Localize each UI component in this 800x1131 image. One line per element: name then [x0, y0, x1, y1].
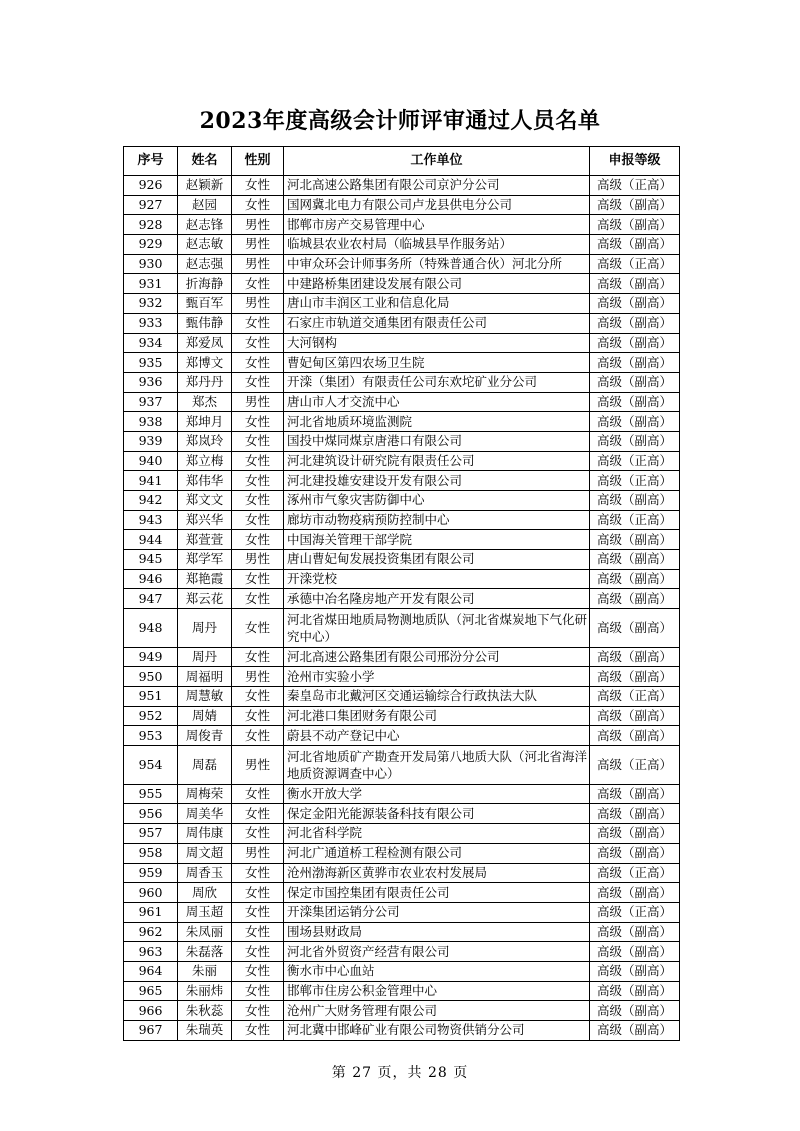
cell-level: 高级（副高） [590, 392, 680, 412]
cell-name: 周欣 [178, 883, 232, 903]
cell-name: 周丹 [178, 609, 232, 648]
table-row [124, 647, 680, 667]
cell-work-unit: 沧州渤海新区黄骅市农业农村发展局 [284, 863, 590, 883]
table-row [124, 235, 680, 255]
cell-work-unit: 邯郸市房产交易管理中心 [284, 215, 590, 235]
cell-work-unit: 开滦（集团）有限责任公司东欢坨矿业分公司 [284, 372, 590, 392]
cell-level: 高级（副高） [590, 530, 680, 550]
cell-work-unit: 承德中冶名隆房地产开发有限公司 [284, 589, 590, 609]
page-title: 2023年度高级会计师评审通过人员名单 [199, 108, 601, 134]
cell-index: 966 [124, 1001, 178, 1021]
cell-work-unit: 河北省地质矿产勘查开发局第八地质大队（河北省海洋地质资源调查中心） [284, 746, 590, 785]
cell-name: 赵志强 [178, 254, 232, 274]
table-row [124, 176, 680, 196]
table-row [124, 550, 680, 570]
cell-index: 956 [124, 804, 178, 824]
cell-index: 965 [124, 981, 178, 1001]
cell-level: 高级（副高） [590, 313, 680, 333]
cell-index: 936 [124, 372, 178, 392]
cell-work-unit: 唐山曹妃甸发展投资集团有限公司 [284, 550, 590, 570]
table-row [124, 451, 680, 471]
cell-name: 周婧 [178, 706, 232, 726]
cell-name: 周丹 [178, 647, 232, 667]
cell-level: 高级（副高） [590, 569, 680, 589]
cell-work-unit: 河北建筑设计研究院有限责任公司 [284, 451, 590, 471]
cell-gender: 女性 [232, 589, 284, 609]
cell-gender: 男性 [232, 254, 284, 274]
cell-index: 933 [124, 313, 178, 333]
page-footer: 第 27 页，共 28 页 [331, 1065, 469, 1081]
cell-index: 957 [124, 824, 178, 844]
cell-work-unit: 沧州市实验小学 [284, 667, 590, 687]
cell-work-unit: 唐山市人才交流中心 [284, 392, 590, 412]
cell-name: 郑艳霞 [178, 569, 232, 589]
cell-index: 931 [124, 274, 178, 294]
cell-name: 郑坤月 [178, 412, 232, 432]
cell-name: 朱凤丽 [178, 922, 232, 942]
cell-index: 949 [124, 647, 178, 667]
cell-index: 945 [124, 550, 178, 570]
cell-index: 927 [124, 195, 178, 215]
cell-work-unit: 曹妃甸区第四农场卫生院 [284, 353, 590, 373]
cell-level: 高级（副高） [590, 274, 680, 294]
cell-work-unit: 河北建投雄安建设开发有限公司 [284, 471, 590, 491]
cell-index: 934 [124, 333, 178, 353]
cell-work-unit: 衡水市中心血站 [284, 961, 590, 981]
cell-gender: 女性 [232, 195, 284, 215]
cell-work-unit: 涿州市气象灾害防御中心 [284, 491, 590, 511]
cell-level: 高级（副高） [590, 550, 680, 570]
table-row [124, 981, 680, 1001]
table-row [124, 1021, 680, 1041]
cell-work-unit: 河北广通道桥工程检测有限公司 [284, 843, 590, 863]
cell-index: 958 [124, 843, 178, 863]
cell-level: 高级（正高） [590, 254, 680, 274]
cell-work-unit: 河北省外贸资产经营有限公司 [284, 942, 590, 962]
cell-level: 高级（副高） [590, 195, 680, 215]
cell-name: 朱丽炜 [178, 981, 232, 1001]
cell-index: 935 [124, 353, 178, 373]
table-row [124, 491, 680, 511]
cell-level: 高级（副高） [590, 431, 680, 451]
cell-index: 967 [124, 1021, 178, 1041]
table-row [124, 274, 680, 294]
cell-gender: 女性 [232, 313, 284, 333]
cell-work-unit: 河北高速公路集团有限公司京沪分公司 [284, 176, 590, 196]
cell-gender: 男性 [232, 550, 284, 570]
cell-name: 周香玉 [178, 863, 232, 883]
cell-gender: 女性 [232, 706, 284, 726]
table-row [124, 902, 680, 922]
cell-work-unit: 国网冀北电力有限公司卢龙县供电分公司 [284, 195, 590, 215]
cell-index: 960 [124, 883, 178, 903]
cell-gender: 女性 [232, 353, 284, 373]
cell-name: 郑博文 [178, 353, 232, 373]
cell-gender: 男性 [232, 843, 284, 863]
cell-name: 甄百军 [178, 294, 232, 314]
cell-gender: 女性 [232, 883, 284, 903]
table-row [124, 824, 680, 844]
cell-gender: 女性 [232, 274, 284, 294]
cell-gender: 女性 [232, 961, 284, 981]
cell-name: 郑学军 [178, 550, 232, 570]
cell-work-unit: 开滦党校 [284, 569, 590, 589]
personnel-table [123, 146, 680, 1041]
cell-gender: 女性 [232, 333, 284, 353]
cell-name: 郑爱凤 [178, 333, 232, 353]
column-header-name: 姓名 [178, 147, 232, 176]
cell-level: 高级（副高） [590, 1021, 680, 1041]
cell-level: 高级（正高） [590, 471, 680, 491]
table-row [124, 530, 680, 550]
table-row [124, 313, 680, 333]
cell-gender: 女性 [232, 530, 284, 550]
cell-name: 郑岚玲 [178, 431, 232, 451]
cell-index: 940 [124, 451, 178, 471]
cell-name: 周美华 [178, 804, 232, 824]
table-row [124, 942, 680, 962]
cell-name: 赵志敏 [178, 235, 232, 255]
cell-index: 944 [124, 530, 178, 550]
cell-name: 郑丹丹 [178, 372, 232, 392]
cell-work-unit: 围场县财政局 [284, 922, 590, 942]
cell-level: 高级（正高） [590, 746, 680, 785]
cell-work-unit: 石家庄市轨道交通集团有限责任公司 [284, 313, 590, 333]
cell-level: 高级（副高） [590, 412, 680, 432]
cell-name: 朱磊落 [178, 942, 232, 962]
table-row [124, 510, 680, 530]
cell-index: 932 [124, 294, 178, 314]
cell-level: 高级（副高） [590, 333, 680, 353]
table-row [124, 667, 680, 687]
cell-level: 高级（副高） [590, 706, 680, 726]
cell-level: 高级（正高） [590, 451, 680, 471]
cell-index: 963 [124, 942, 178, 962]
cell-index: 947 [124, 589, 178, 609]
cell-gender: 女性 [232, 804, 284, 824]
cell-name: 朱秋蕊 [178, 1001, 232, 1021]
cell-gender: 女性 [232, 471, 284, 491]
cell-work-unit: 保定市国控集团有限责任公司 [284, 883, 590, 903]
cell-level: 高级（正高） [590, 176, 680, 196]
cell-name: 赵颖新 [178, 176, 232, 196]
table-row [124, 215, 680, 235]
cell-index: 928 [124, 215, 178, 235]
table-row [124, 569, 680, 589]
cell-name: 周文超 [178, 843, 232, 863]
cell-level: 高级（副高） [590, 609, 680, 648]
table-row [124, 961, 680, 981]
column-header-index: 序号 [124, 147, 178, 176]
cell-gender: 男性 [232, 294, 284, 314]
cell-work-unit: 秦皇岛市北戴河区交通运输综合行政执法大队 [284, 687, 590, 707]
cell-gender: 女性 [232, 824, 284, 844]
cell-gender: 女性 [232, 647, 284, 667]
cell-gender: 女性 [232, 431, 284, 451]
cell-index: 950 [124, 667, 178, 687]
table-row [124, 333, 680, 353]
cell-gender: 女性 [232, 981, 284, 1001]
cell-index: 929 [124, 235, 178, 255]
cell-level: 高级（副高） [590, 589, 680, 609]
cell-work-unit: 大河钢构 [284, 333, 590, 353]
cell-work-unit: 河北高速公路集团有限公司邢汾分公司 [284, 647, 590, 667]
cell-name: 郑伟华 [178, 471, 232, 491]
cell-gender: 女性 [232, 412, 284, 432]
cell-index: 954 [124, 746, 178, 785]
table-row [124, 412, 680, 432]
cell-gender: 女性 [232, 510, 284, 530]
table-row [124, 195, 680, 215]
table-row [124, 784, 680, 804]
cell-gender: 男性 [232, 746, 284, 785]
cell-level: 高级（正高） [590, 687, 680, 707]
cell-gender: 男性 [232, 235, 284, 255]
cell-index: 942 [124, 491, 178, 511]
cell-level: 高级（副高） [590, 726, 680, 746]
cell-index: 951 [124, 687, 178, 707]
table-row [124, 609, 680, 648]
cell-work-unit: 廊坊市动物疫病预防控制中心 [284, 510, 590, 530]
cell-index: 962 [124, 922, 178, 942]
table-row [124, 804, 680, 824]
cell-level: 高级（副高） [590, 647, 680, 667]
cell-gender: 女性 [232, 569, 284, 589]
cell-name: 郑萱萱 [178, 530, 232, 550]
table-row [124, 746, 680, 785]
table-row [124, 922, 680, 942]
cell-gender: 女性 [232, 176, 284, 196]
cell-index: 937 [124, 392, 178, 412]
cell-gender: 男性 [232, 667, 284, 687]
cell-name: 周慧敏 [178, 687, 232, 707]
table-row [124, 726, 680, 746]
cell-work-unit: 河北省地质环境监测院 [284, 412, 590, 432]
cell-name: 周伟康 [178, 824, 232, 844]
cell-work-unit: 中审众环会计师事务所（特殊普通合伙）河北分所 [284, 254, 590, 274]
cell-level: 高级（副高） [590, 981, 680, 1001]
cell-level: 高级（副高） [590, 294, 680, 314]
cell-work-unit: 邯郸市住房公积金管理中心 [284, 981, 590, 1001]
cell-name: 周福明 [178, 667, 232, 687]
cell-name: 郑文文 [178, 491, 232, 511]
cell-gender: 女性 [232, 491, 284, 511]
column-header-work-unit: 工作单位 [284, 147, 590, 176]
cell-work-unit: 唐山市丰润区工业和信息化局 [284, 294, 590, 314]
cell-name: 郑云花 [178, 589, 232, 609]
cell-name: 周玉超 [178, 902, 232, 922]
cell-gender: 女性 [232, 687, 284, 707]
cell-gender: 男性 [232, 392, 284, 412]
table-row [124, 706, 680, 726]
table-row [124, 1001, 680, 1021]
cell-gender: 女性 [232, 902, 284, 922]
cell-level: 高级（正高） [590, 510, 680, 530]
cell-gender: 男性 [232, 215, 284, 235]
cell-gender: 女性 [232, 1001, 284, 1021]
cell-index: 926 [124, 176, 178, 196]
cell-name: 甄伟静 [178, 313, 232, 333]
cell-name: 周磊 [178, 746, 232, 785]
cell-index: 961 [124, 902, 178, 922]
cell-gender: 女性 [232, 609, 284, 648]
cell-index: 939 [124, 431, 178, 451]
table-header-row [124, 147, 680, 176]
table-body [124, 176, 680, 1041]
cell-work-unit: 河北省科学院 [284, 824, 590, 844]
table-row [124, 843, 680, 863]
cell-level: 高级（副高） [590, 883, 680, 903]
cell-work-unit: 河北省煤田地质局物测地质队（河北省煤炭地下气化研究中心） [284, 609, 590, 648]
cell-gender: 女性 [232, 372, 284, 392]
cell-index: 955 [124, 784, 178, 804]
table-row [124, 392, 680, 412]
table-row [124, 687, 680, 707]
cell-name: 朱瑞英 [178, 1021, 232, 1041]
cell-work-unit: 中建路桥集团建设发展有限公司 [284, 274, 590, 294]
cell-level: 高级（副高） [590, 843, 680, 863]
cell-level: 高级（副高） [590, 353, 680, 373]
cell-work-unit: 临城县农业农村局（临城县旱作服务站） [284, 235, 590, 255]
cell-gender: 女性 [232, 726, 284, 746]
cell-level: 高级（副高） [590, 215, 680, 235]
cell-level: 高级（副高） [590, 784, 680, 804]
cell-index: 964 [124, 961, 178, 981]
cell-name: 周俊青 [178, 726, 232, 746]
table-row [124, 883, 680, 903]
table-row [124, 294, 680, 314]
cell-name: 赵志锋 [178, 215, 232, 235]
cell-work-unit: 蔚县不动产登记中心 [284, 726, 590, 746]
cell-gender: 女性 [232, 922, 284, 942]
table-row [124, 471, 680, 491]
cell-work-unit: 沧州广大财务管理有限公司 [284, 1001, 590, 1021]
cell-gender: 女性 [232, 942, 284, 962]
cell-index: 930 [124, 254, 178, 274]
cell-level: 高级（副高） [590, 235, 680, 255]
column-header-gender: 性别 [232, 147, 284, 176]
column-header-level: 申报等级 [590, 147, 680, 176]
cell-level: 高级（正高） [590, 902, 680, 922]
cell-index: 941 [124, 471, 178, 491]
table-row [124, 863, 680, 883]
cell-work-unit: 河北港口集团财务有限公司 [284, 706, 590, 726]
table-row [124, 589, 680, 609]
table-row [124, 431, 680, 451]
cell-level: 高级（正高） [590, 863, 680, 883]
cell-level: 高级（副高） [590, 1001, 680, 1021]
cell-index: 948 [124, 609, 178, 648]
cell-index: 952 [124, 706, 178, 726]
cell-index: 959 [124, 863, 178, 883]
cell-index: 946 [124, 569, 178, 589]
cell-name: 郑杰 [178, 392, 232, 412]
table-row [124, 372, 680, 392]
cell-gender: 女性 [232, 784, 284, 804]
cell-level: 高级（副高） [590, 961, 680, 981]
cell-level: 高级（副高） [590, 372, 680, 392]
cell-name: 折海静 [178, 274, 232, 294]
cell-level: 高级（副高） [590, 667, 680, 687]
table-row [124, 254, 680, 274]
cell-gender: 女性 [232, 451, 284, 471]
cell-name: 郑兴华 [178, 510, 232, 530]
table-row [124, 353, 680, 373]
cell-level: 高级（副高） [590, 491, 680, 511]
cell-gender: 女性 [232, 1021, 284, 1041]
cell-work-unit: 河北冀中邯峰矿业有限公司物资供销分公司 [284, 1021, 590, 1041]
cell-level: 高级（副高） [590, 804, 680, 824]
cell-level: 高级（副高） [590, 922, 680, 942]
cell-index: 943 [124, 510, 178, 530]
cell-work-unit: 开滦集团运销分公司 [284, 902, 590, 922]
cell-index: 938 [124, 412, 178, 432]
cell-work-unit: 衡水开放大学 [284, 784, 590, 804]
cell-name: 赵园 [178, 195, 232, 215]
cell-name: 周梅荣 [178, 784, 232, 804]
cell-index: 953 [124, 726, 178, 746]
cell-level: 高级（副高） [590, 824, 680, 844]
cell-level: 高级（副高） [590, 942, 680, 962]
cell-work-unit: 中国海关管理干部学院 [284, 530, 590, 550]
cell-name: 郑立梅 [178, 451, 232, 471]
cell-name: 朱丽 [178, 961, 232, 981]
cell-work-unit: 保定金阳光能源装备科技有限公司 [284, 804, 590, 824]
cell-work-unit: 国投中煤同煤京唐港口有限公司 [284, 431, 590, 451]
cell-gender: 女性 [232, 863, 284, 883]
